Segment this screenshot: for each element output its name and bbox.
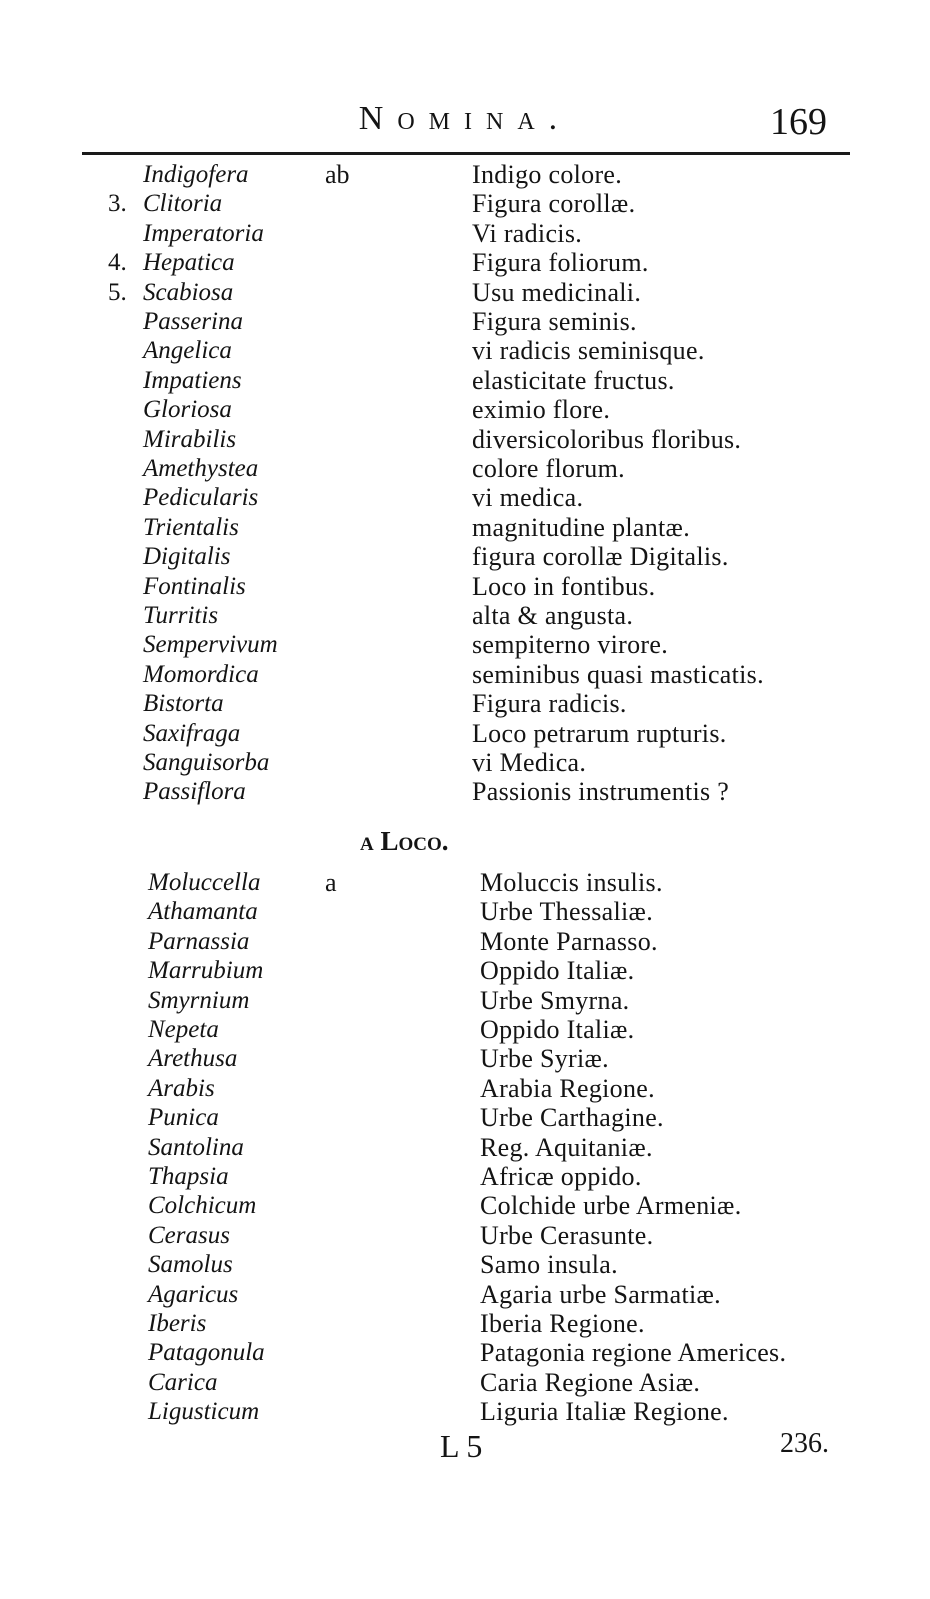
etymology-description: figura corollæ Digitalis. bbox=[472, 542, 729, 572]
list-item bbox=[0, 278, 930, 308]
etymology-description: diversicoloribus floribus. bbox=[472, 424, 742, 454]
list-item bbox=[0, 307, 930, 337]
list-item bbox=[0, 1221, 930, 1251]
etymology-description: magnitudine plantæ. bbox=[472, 512, 691, 542]
running-head: Nomina. bbox=[358, 100, 572, 137]
genus-name: Ligusticum bbox=[148, 1398, 260, 1426]
genus-name: Turritis bbox=[143, 602, 219, 629]
list-item bbox=[0, 219, 930, 249]
list-item bbox=[0, 1162, 930, 1192]
etymology-description: seminibus quasi masticatis. bbox=[472, 659, 764, 689]
list-item bbox=[0, 748, 930, 778]
list-item bbox=[0, 1368, 930, 1398]
section-heading: a Loco. bbox=[360, 826, 449, 856]
genus-name: Sempervivum bbox=[143, 631, 278, 659]
list-item bbox=[0, 483, 930, 513]
etymology-description: Agaria urbe Sarmatiæ. bbox=[480, 1279, 721, 1309]
etymology-description: vi medica. bbox=[472, 483, 584, 513]
etymology-description: Patagonia regione Americes. bbox=[480, 1338, 787, 1368]
list-item bbox=[0, 689, 930, 719]
genus-name: Amethystea bbox=[143, 455, 259, 482]
etymology-description: Loco in fontibus. bbox=[472, 571, 656, 601]
genus-name: Angelica bbox=[143, 337, 232, 365]
etymology-description: Figura foliorum. bbox=[472, 248, 649, 278]
list-item bbox=[0, 777, 930, 807]
list-item bbox=[0, 1397, 930, 1427]
list-item bbox=[0, 956, 930, 986]
genus-name: Bistorta bbox=[143, 690, 224, 718]
genus-name: Santolina bbox=[148, 1133, 244, 1161]
etymology-description: Arabia Regione. bbox=[480, 1073, 655, 1103]
etymology-description: Urbe Thessaliæ. bbox=[480, 897, 653, 927]
list-item bbox=[0, 1044, 930, 1074]
genus-name: Indigofera bbox=[143, 161, 249, 188]
list-item bbox=[0, 189, 930, 219]
list-item bbox=[0, 572, 930, 602]
etymology-description: Loco petrarum rupturis. bbox=[472, 718, 727, 748]
list-item bbox=[0, 1338, 930, 1368]
etymology-description: Africæ oppido. bbox=[480, 1162, 642, 1191]
etymology-description: Colchide urbe Armeniæ. bbox=[480, 1191, 742, 1221]
genus-name: Passiflora bbox=[143, 778, 246, 806]
genus-name: Iberis bbox=[148, 1310, 207, 1337]
list-item bbox=[0, 630, 930, 660]
list-item bbox=[0, 1250, 930, 1280]
genus-name: Scabiosa bbox=[143, 278, 234, 306]
etymology-description: Urbe Smyrna. bbox=[480, 985, 630, 1015]
genus-name: Athamanta bbox=[148, 898, 258, 926]
list-item bbox=[0, 425, 930, 455]
header-rule bbox=[82, 152, 850, 155]
etymology-description: Figura corollæ. bbox=[472, 189, 636, 219]
etymology-description: Caria Regione Asiæ. bbox=[480, 1367, 701, 1397]
genus-name: Marrubium bbox=[148, 957, 264, 985]
etymology-description: Indigo colore. bbox=[472, 160, 623, 189]
genus-name: Digitalis bbox=[143, 543, 231, 571]
list-item bbox=[0, 1074, 930, 1104]
genus-name: Carica bbox=[148, 1368, 218, 1396]
entry-number: 5. bbox=[108, 278, 127, 306]
genus-name: Mirabilis bbox=[143, 425, 237, 453]
genus-name: Sanguisorba bbox=[143, 749, 270, 776]
entry-number: 3. bbox=[108, 190, 127, 218]
genus-name: Moluccella bbox=[148, 869, 261, 896]
etymology-description: Moluccis insulis. bbox=[480, 868, 663, 897]
genus-name: Patagonula bbox=[148, 1339, 265, 1367]
etymology-description: Vi radicis. bbox=[472, 218, 583, 248]
etymology-description: Oppido Italiæ. bbox=[480, 1015, 635, 1044]
signature-mark: L 5 bbox=[440, 1428, 483, 1464]
etymology-description: Monte Parnasso. bbox=[480, 926, 658, 956]
etymology-description: eximio flore. bbox=[472, 395, 611, 425]
list-item bbox=[0, 986, 930, 1016]
list-item bbox=[0, 1015, 930, 1045]
genus-name: Trientalis bbox=[143, 513, 239, 541]
list-item bbox=[0, 336, 930, 366]
etymology-description: Urbe Carthagine. bbox=[480, 1103, 664, 1133]
genus-name: Punica bbox=[148, 1104, 219, 1132]
list-item bbox=[0, 1280, 930, 1310]
list-item bbox=[0, 1309, 930, 1339]
page-number: 169 bbox=[770, 101, 827, 143]
genus-name: Impatiens bbox=[143, 366, 242, 394]
genus-name: Saxifraga bbox=[143, 719, 241, 747]
etymology-description: Figura seminis. bbox=[472, 307, 637, 336]
list-item bbox=[0, 454, 930, 484]
genus-name: Colchicum bbox=[148, 1192, 257, 1220]
etymology-description: Urbe Cerasunte. bbox=[480, 1220, 654, 1250]
list-item bbox=[0, 868, 930, 898]
etymology-description: Urbe Syriæ. bbox=[480, 1044, 609, 1074]
list-item bbox=[0, 1133, 930, 1163]
etymology-description: Iberia Regione. bbox=[480, 1309, 645, 1338]
list-item bbox=[0, 1191, 930, 1221]
genus-name: Parnassia bbox=[148, 927, 250, 955]
genus-name: Agaricus bbox=[148, 1280, 239, 1308]
list-item bbox=[0, 248, 930, 278]
etymology-description: Oppido Italiæ. bbox=[480, 956, 635, 986]
genus-name: Arabis bbox=[148, 1074, 215, 1102]
genus-name: Thapsia bbox=[148, 1163, 229, 1190]
genus-name: Smyrnium bbox=[148, 986, 250, 1014]
list-item bbox=[0, 366, 930, 396]
genus-name: Passerina bbox=[143, 308, 243, 335]
list-item bbox=[0, 719, 930, 749]
genus-name: Nepeta bbox=[148, 1016, 219, 1043]
preposition: a bbox=[325, 868, 337, 897]
list-item bbox=[0, 542, 930, 572]
etymology-description: vi Medica. bbox=[472, 748, 587, 777]
etymology-description: Reg. Aquitaniæ. bbox=[480, 1132, 653, 1162]
entry-number: 4. bbox=[108, 249, 127, 277]
genus-name: Imperatoria bbox=[143, 219, 264, 247]
etymology-description: Liguria Italiæ Regione. bbox=[480, 1397, 729, 1427]
genus-name: Gloriosa bbox=[143, 396, 232, 424]
catchword: 236. bbox=[780, 1428, 829, 1459]
etymology-description: colore florum. bbox=[472, 454, 625, 483]
etymology-description: Usu medicinali. bbox=[472, 277, 642, 307]
genus-name: Clitoria bbox=[143, 190, 223, 218]
genus-name: Arethusa bbox=[148, 1045, 238, 1073]
list-item bbox=[0, 395, 930, 425]
list-item bbox=[0, 1103, 930, 1133]
preposition: ab bbox=[325, 160, 350, 189]
genus-name: Pedicularis bbox=[143, 484, 259, 512]
genus-name: Cerasus bbox=[148, 1221, 230, 1249]
etymology-description: Figura radicis. bbox=[472, 689, 627, 719]
list-item bbox=[0, 160, 930, 190]
list-item bbox=[0, 513, 930, 543]
list-item bbox=[0, 927, 930, 957]
list-item bbox=[0, 897, 930, 927]
genus-name: Hepatica bbox=[143, 249, 235, 277]
genus-name: Momordica bbox=[143, 660, 259, 688]
genus-name: Samolus bbox=[148, 1251, 233, 1279]
etymology-description: sempiterno virore. bbox=[472, 630, 669, 660]
list-item bbox=[0, 601, 930, 631]
genus-name: Fontinalis bbox=[143, 572, 246, 600]
etymology-description: elasticitate fructus. bbox=[472, 365, 675, 395]
list-item bbox=[0, 660, 930, 690]
etymology-description: alta & angusta. bbox=[472, 601, 634, 630]
etymology-description: vi radicis seminisque. bbox=[472, 336, 705, 366]
etymology-description: Samo insula. bbox=[480, 1250, 618, 1280]
etymology-description: Passionis instrumentis ? bbox=[472, 777, 730, 807]
